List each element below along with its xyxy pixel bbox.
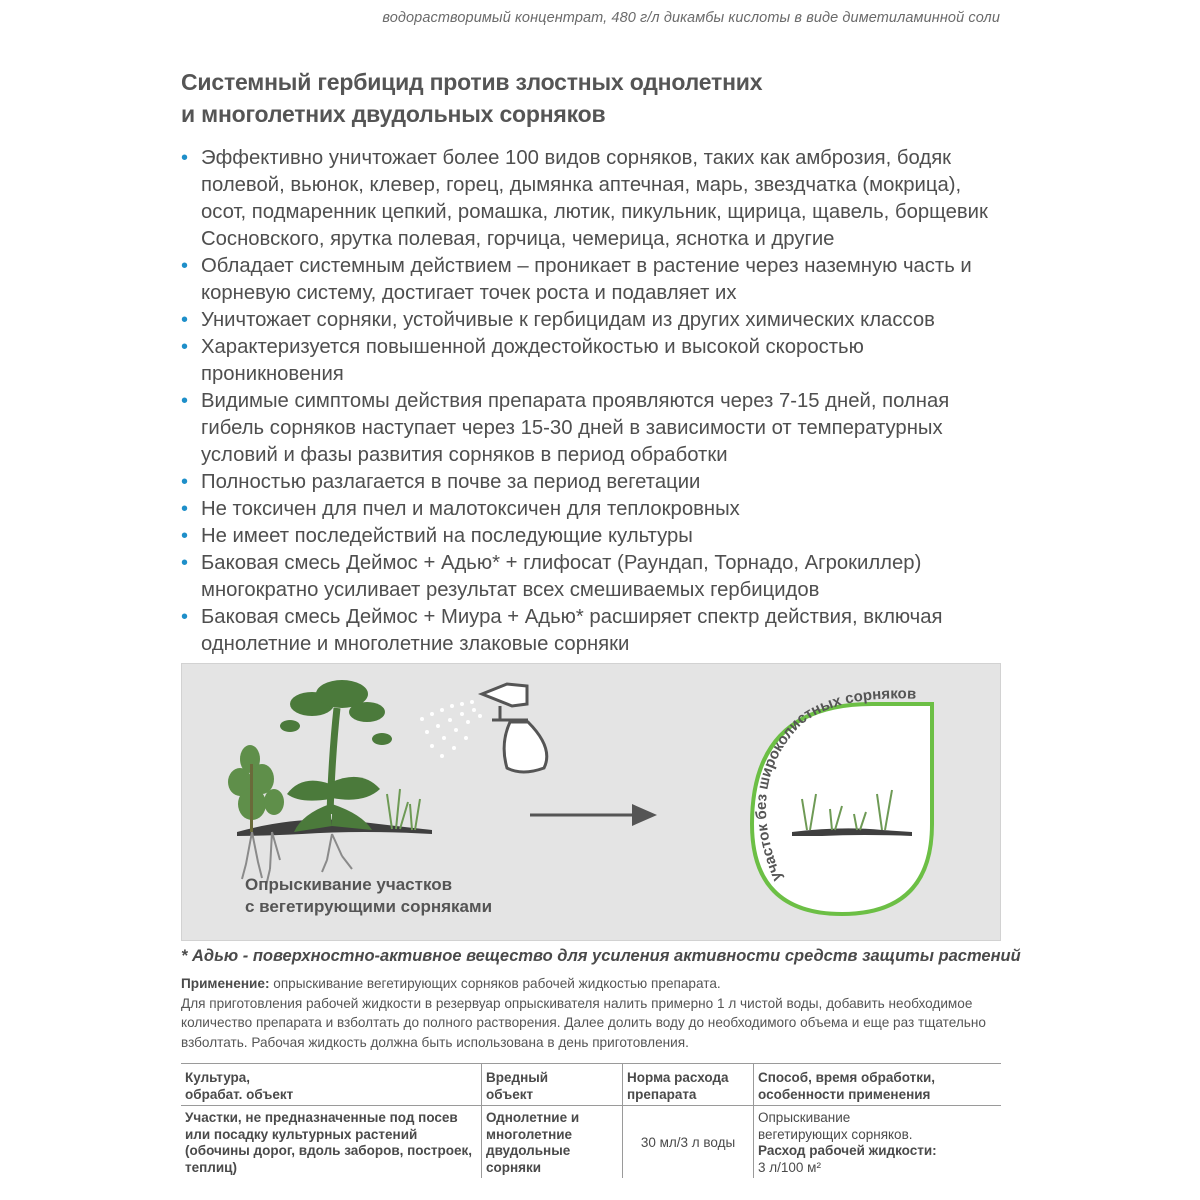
list-item-text: Баковая смесь Деймос + Миура + Адью* расширяет спектр действия, включая однолетние и многолетние злаковые сорняки xyxy=(201,606,943,655)
application-text: опрыскивание вегетирующих сорняков рабочей жидкостью препарата. xyxy=(269,976,721,991)
application-label: Применение: xyxy=(181,976,270,991)
header-pest-line-2: объект xyxy=(486,1086,534,1102)
bullet-icon: • xyxy=(181,471,189,493)
list-item-text: Полностью разлагается в почве за период вегетации xyxy=(201,471,701,493)
spray-mist-icon xyxy=(420,700,482,758)
spraying-caption-line-1: Опрыскивание участков xyxy=(245,875,453,894)
header-pest xyxy=(482,1064,623,1106)
bullet-icon: • xyxy=(181,147,189,169)
title-line-2: и многолетних двудольных сорняков xyxy=(181,101,606,127)
header-crop xyxy=(181,1064,482,1106)
cell-crop: Участки, не предназначенные под посев или посадку культурных растений (обочины дорог, вдоль заборов, построек, теплиц) xyxy=(185,1110,472,1175)
adju-footnote: * Адью - поверхностно-активное вещество для усиления активности средств защиты растений xyxy=(181,947,1021,965)
grass-icon xyxy=(387,789,420,830)
hogweed-icon xyxy=(280,680,392,832)
list-item-text: Не токсичен для пчел и малотоксичен для теплокровных xyxy=(201,498,740,520)
list-item xyxy=(181,253,1011,307)
bullet-icon: • xyxy=(181,336,189,358)
usage-table-wrapper xyxy=(181,1063,1001,1178)
usage-table xyxy=(181,1063,1001,1178)
spraying-caption xyxy=(245,874,545,918)
header-rate xyxy=(623,1064,754,1106)
application-section xyxy=(181,974,1011,1052)
list-item xyxy=(181,523,1011,550)
bullet-icon: • xyxy=(181,309,189,331)
clean-plot-caption: участок без широколистных сорняков xyxy=(752,685,917,884)
preparation-text: Для приготовления рабочей жидкости в резервуар опрыскивателя налить примерно 1 л чистой воды, добавить необходимое количество препарата и взболтать до полного растворения. Далее долить воду до необходимого объема и еще раз тщательно взболтать. Рабочая жидкость должна быть использована в день приготовления. xyxy=(181,995,986,1050)
bullet-icon: • xyxy=(181,390,189,412)
header-method xyxy=(754,1064,1002,1106)
list-item xyxy=(181,469,1011,496)
title-line-1: Системный гербицид против злостных однолетних xyxy=(181,69,763,95)
header-crop-line-1: Культура, xyxy=(185,1070,251,1085)
header-pest-line-1: Вредный xyxy=(486,1070,549,1085)
header-crop-line-2: обрабат. объект xyxy=(185,1086,294,1102)
header-rate-line-2: препарата xyxy=(627,1086,697,1102)
list-item-text: Видимые симптомы действия препарата проявляются через 7-15 дней, полная гибель сорняков наступает через 15-30 дней в зависимости от температурных условий и фазы развития сорняков в период обработки xyxy=(201,390,950,466)
bullet-icon: • xyxy=(181,498,189,520)
list-item xyxy=(181,388,1011,469)
bullet-icon: • xyxy=(181,552,189,574)
spray-bottle-icon xyxy=(482,684,547,772)
list-item xyxy=(181,334,1011,388)
method-line-1: Опрыскивание xyxy=(758,1110,851,1125)
header-method-line-1: Способ, время обработки, xyxy=(758,1070,936,1085)
page-title xyxy=(181,66,1001,130)
benefits-list xyxy=(181,145,1011,658)
arrow-right-icon xyxy=(530,804,657,826)
header-rate-line-1: Норма расхода xyxy=(627,1070,729,1085)
method-line-4: 3 л/100 м² xyxy=(758,1159,821,1175)
method-line-2: вегетирующих сорняков. xyxy=(758,1126,913,1142)
list-item-text: Не имеет последействий на последующие культуры xyxy=(201,525,693,547)
treatment-illustration xyxy=(181,663,1001,941)
bullet-icon: • xyxy=(181,525,189,547)
application-line xyxy=(181,974,1011,994)
cell-method xyxy=(754,1106,1002,1179)
product-subtitle: водорастворимый концентрат, 480 г/л дикамбы кислоты в виде диметиламинной соли xyxy=(382,10,1000,26)
list-item xyxy=(181,604,1011,658)
table-header-row xyxy=(181,1064,1001,1106)
cell-pest: Однолетние и многолетние двудольные сорняки xyxy=(482,1106,623,1179)
list-item-text: Эффективно уничтожает более 100 видов сорняков, таких как амброзия, бодяк полевой, вьюнок, клевер, горец, дымянка аптечная, марь, звездчатка (мокрица), осот, подмаренник цепкий, ромашка, лютик, пикульник, щирица, щавель, борщевик Сосновского, ярутка полевая, горчица, чемерица, яснотка и другие xyxy=(201,147,988,250)
cell-rate: 30 мл/3 л воды xyxy=(623,1106,754,1179)
bullet-icon: • xyxy=(181,255,189,277)
list-item xyxy=(181,550,1011,604)
header-method-line-2: особенности применения xyxy=(758,1086,931,1102)
spraying-caption-line-2: с вегетирующими сорняками xyxy=(245,897,493,916)
bullet-icon: • xyxy=(181,606,189,628)
list-item-text: Баковая смесь Деймос + Адью* + глифосат (Раундап, Торнадо, Агрокиллер) многократно усиливает результат всех смешиваемых гербицидов xyxy=(201,552,922,601)
list-item-text: Обладает системным действием – проникает в растение через наземную часть и корневую систему, достигает точек роста и подавляет их xyxy=(201,255,972,304)
method-line-3: Расход рабочей жидкости: xyxy=(758,1143,937,1158)
list-item xyxy=(181,496,1011,523)
list-item xyxy=(181,307,1011,334)
list-item-text: Уничтожает сорняки, устойчивые к гербицидам из других химических классов xyxy=(201,309,935,331)
list-item xyxy=(181,145,1011,253)
table-row xyxy=(181,1106,1001,1179)
list-item-text: Характеризуется повышенной дождестойкостью и высокой скоростью проникновения xyxy=(201,336,864,385)
weed-shrub-icon xyxy=(228,745,284,832)
